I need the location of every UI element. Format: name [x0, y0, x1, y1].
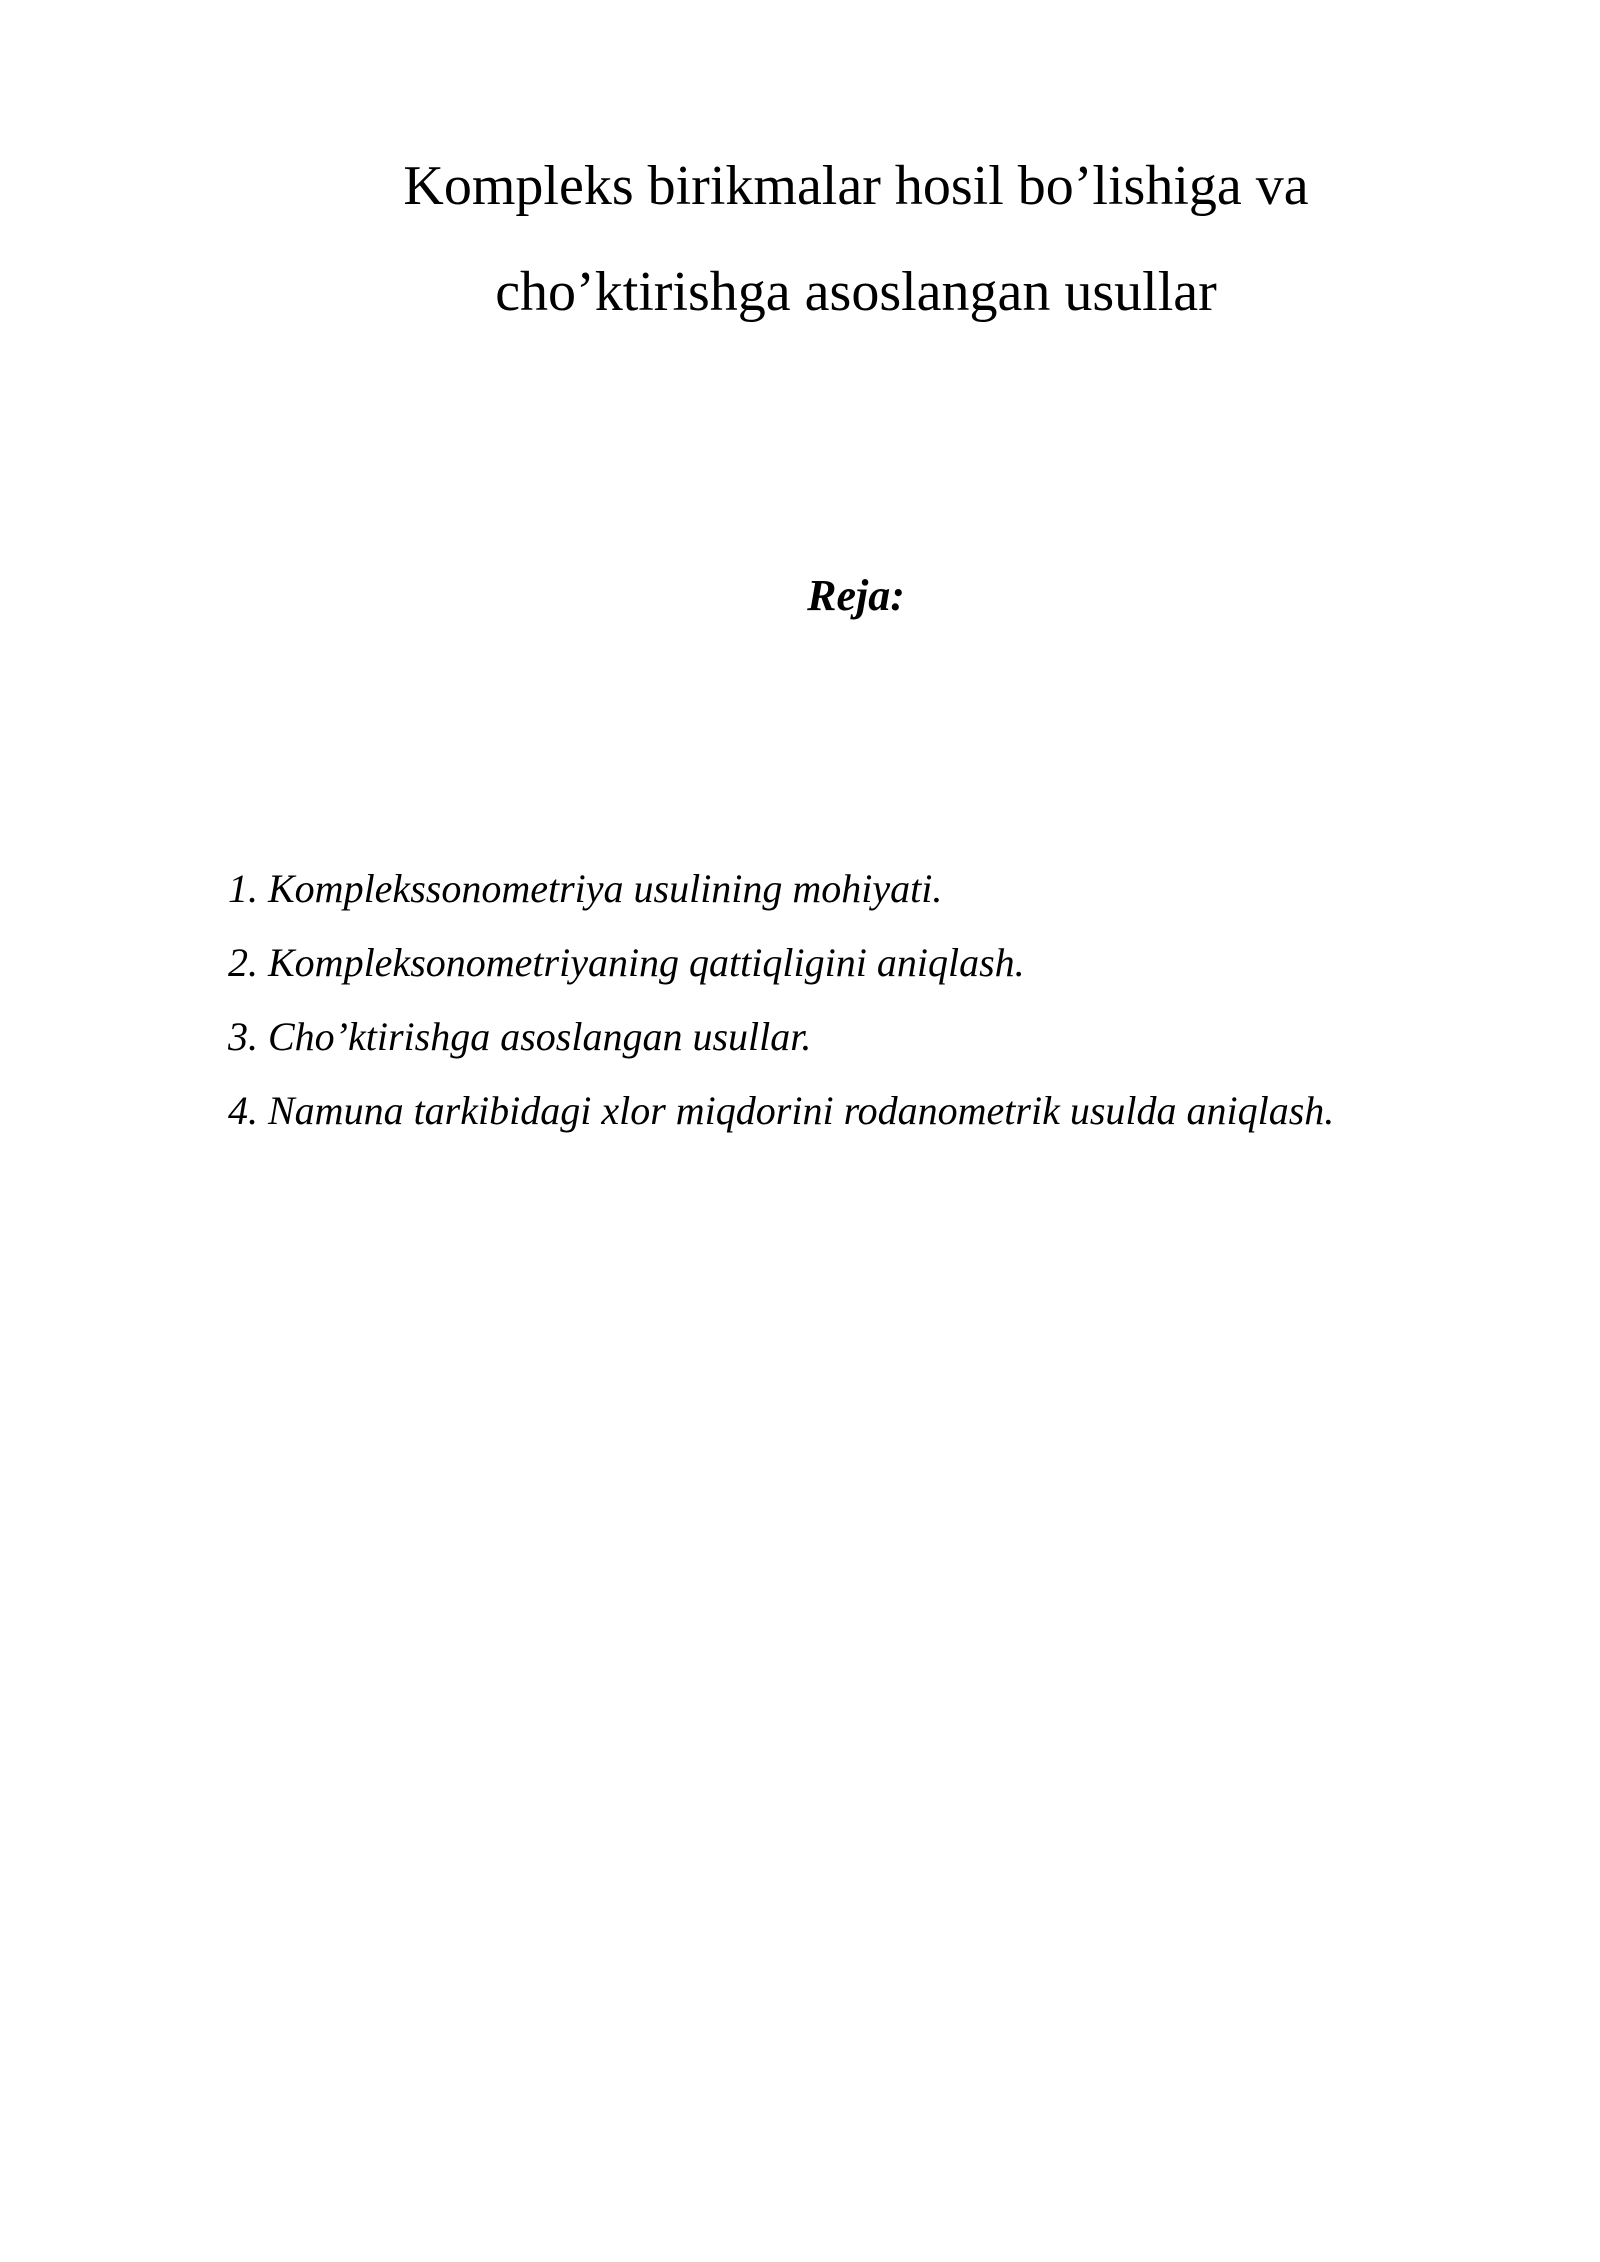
plan-item-2: 2. Kompleksonometriyaning qattiqligini aniqlash. — [228, 940, 1025, 985]
plan-item-4: 4. Namuna tarkibidagi xlor miqdorini rodanometrik usulda aniqlash. — [228, 1088, 1335, 1133]
plan-item-1: 1. Komplekssonometriya usulining mohiyati. — [228, 866, 943, 911]
plan-item-3: 3. Cho’ktirishga asoslangan usullar. — [228, 1014, 812, 1059]
document-title-line-1: Kompleks birikmalar hosil bo’lishiga va — [403, 155, 1309, 217]
plan-list — [228, 852, 1334, 1148]
plan-heading: Reja: — [807, 571, 905, 620]
document-title-line-2: cho’ktirishga asoslangan usullar — [495, 261, 1217, 323]
